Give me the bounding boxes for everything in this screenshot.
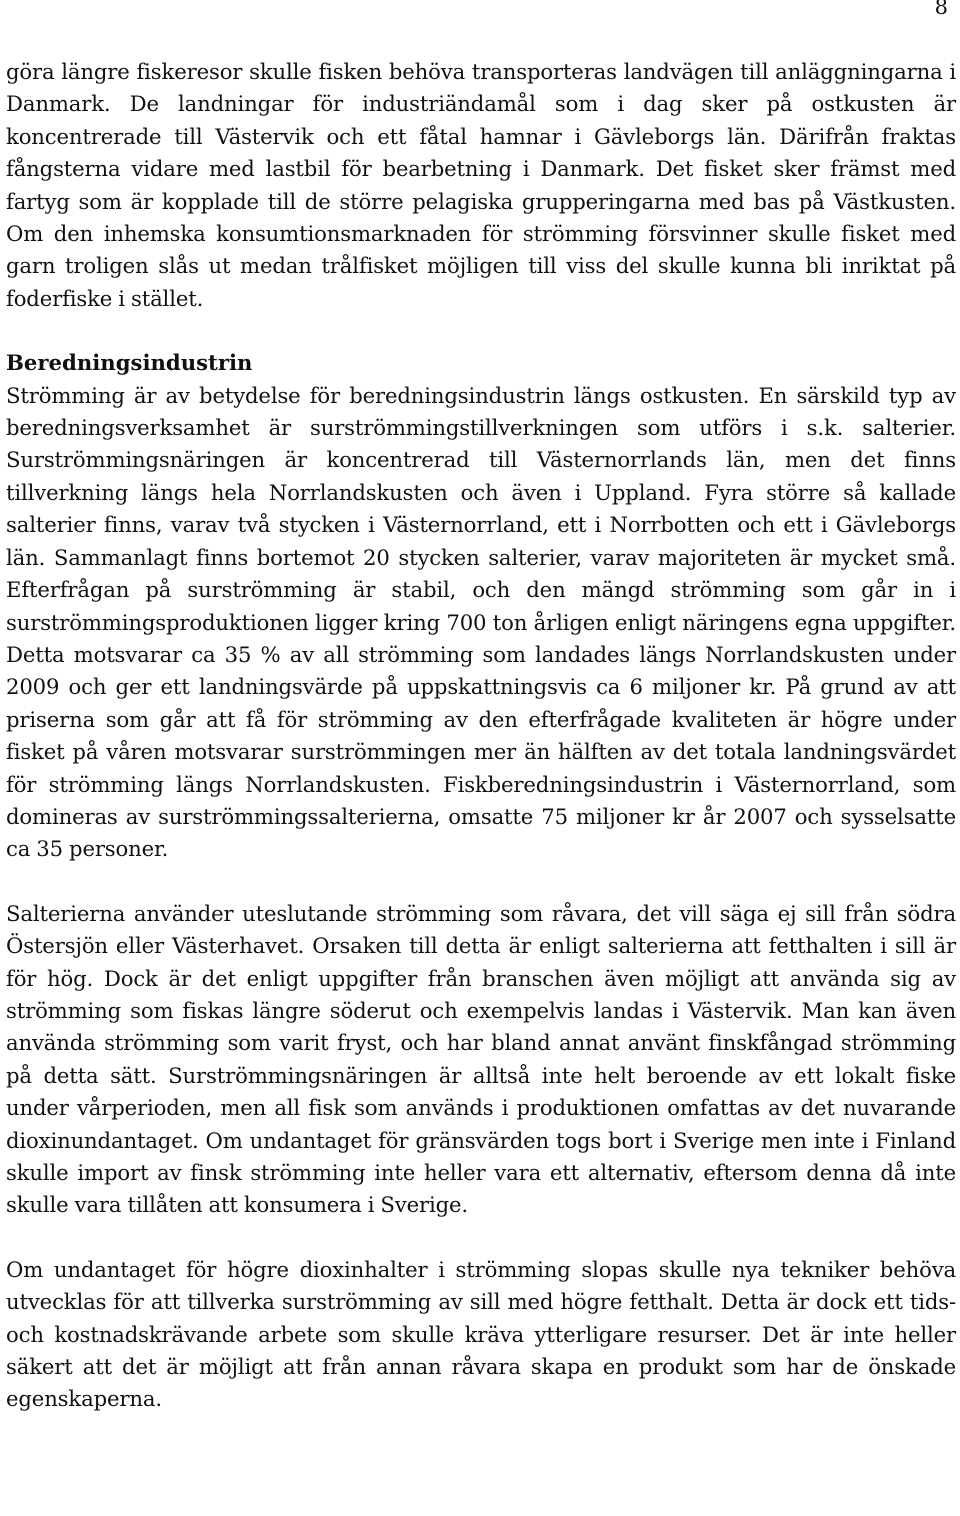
paragraph-salteries-raw-material: Salterierna använder uteslutande strömming som råvara, det vill säga ej sill från södra Östersjön eller Västerhavet. Orsaken till detta är enligt salterierna att fetthalten i sill är för hög. Dock är det enligt uppgifter från branschen även möjligt att använda sig av strömming som fiskas längre söderut och exempelvis landas i Västervik. Man kan även använda strömming som varit fryst, och har bland annat använt finskfångad strömming på detta sätt. Surströmmingsnäringen är alltså inte helt beroende av ett lokalt fiske under vårperioden, men all fisk som används i produktionen omfattas av det nuvarande dioxinundantaget. Om undantaget för gränsvärden togs bort i Sverige men inte i Finland skulle import av finsk strömming inte heller vara ett alternativ, eftersom denna då inte skulle vara tillåten att konsumera i Sverige.: [6, 900, 956, 1218]
paragraph-dioxin-exemption: Om undantaget för högre dioxinhalter i strömming slopas skulle nya tekniker behöva utvecklas för att tillverka surströmming av sill med högre fetthalt. Detta är dock ett tids- och kostnadskrävande arbete som skulle kräva ytterligare resurser. Det är inte heller säkert att det är möjligt att från annan råvara skapa en produkt som har de önskade egenskaperna.: [6, 1256, 956, 1412]
spacer: [6, 315, 956, 347]
spacer: [6, 866, 956, 898]
spacer: [6, 1222, 956, 1254]
document-body: [6, 56, 956, 1416]
page-number: 8: [934, 0, 948, 19]
paragraph-fishing-transport: göra längre fiskeresor skulle fisken behöva transporteras landvägen till anläggningarna i Danmark. De landningar för industriändamål som i dag sker på ostkusten är koncentrerade till Västervik och ett fåtal hamnar i Gävleborgs län. Därifrån fraktas fångsterna vidare med lastbil för bearbetning i Danmark. Det fisket sker främst med fartyg som är kopplade till de större pelagiska grupperingarna med bas på Västkusten. Om den inhemska konsumtionsmarknaden för strömming försvinner skulle fisket med garn troligen slås ut medan trålfisket möjligen till viss del skulle kunna bli inriktat på foderfiske i stället.: [6, 59, 956, 311]
section-heading: Beredningsindustrin: [6, 350, 253, 376]
paragraph-processing-industry: Strömming är av betydelse för beredningsindustrin längs ostkusten. En särskild typ av beredningsverksamhet är surströmmingstillverkningen som utförs i s.k. salterier. Surströmmingsnäringen är koncentrerad till Västernorrlands län, men det finns tillverkning längs hela Norrlandskusten och även i Uppland. Fyra större så kallade salterier finns, varav två stycken i Västernorrland, ett i Norrbotten och ett i Gävleborgs län. Sammanlagt finns bortemot 20 stycken salterier, varav majoriteten är mycket små. Efterfrågan på surströmming är stabil, och den mängd strömming som går in i surströmmingsproduktionen ligger kring 700 ton årligen enligt näringens egna uppgifter. Detta motsvarar ca 35 % av all strömming som landades längs Norrlandskusten under 2009 och ger ett landningsvärde på uppskattningsvis ca 6 miljoner kr. På grund av att priserna som går att få för strömming av den efterfrågade kvaliteten är högre under fisket på våren motsvarar surströmmingen mer än hälften av det totala landningsvärdet för strömming längs Norrlandskusten. Fiskberedningsindustrin i Västernorrland, som domineras av surströmmingssalterierna, omsatte 75 miljoner kr år 2007 och sysselsatte ca 35 personer.: [6, 382, 956, 862]
